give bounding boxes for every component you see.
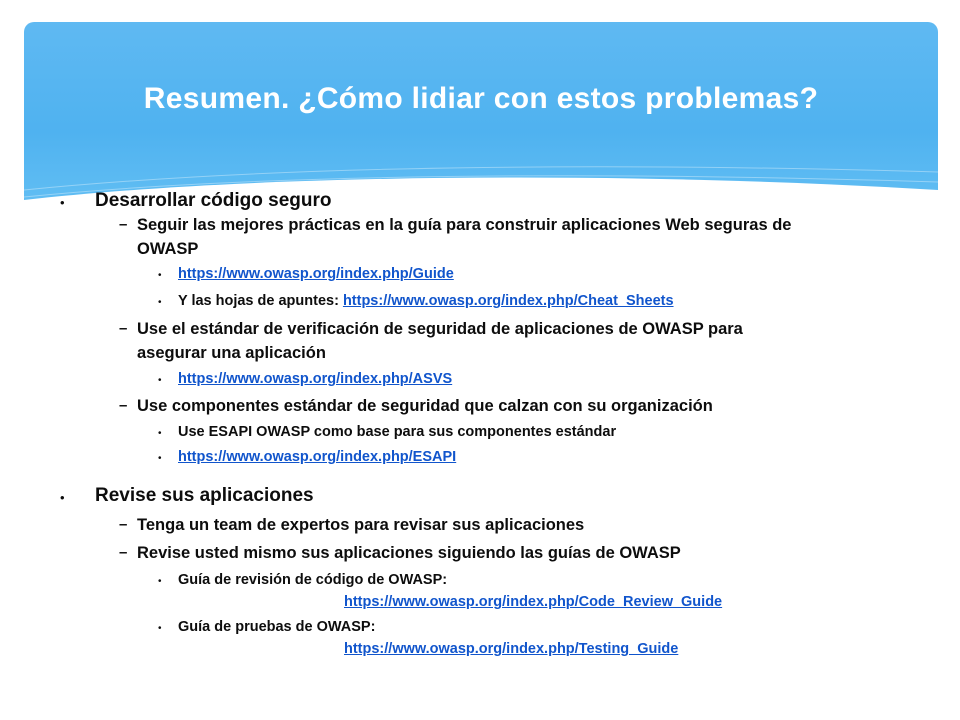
item-text: Seguir las mejores prácticas en la guía para construir aplicaciones Web seguras de [137,216,792,234]
dash-bullet: – [119,216,128,233]
sub-item-cheat-sheets [178,293,674,309]
dash-bullet: – [119,397,128,414]
section-heading-desarrollar: Desarrollar código seguro [95,190,332,211]
dash-bullet: – [119,320,128,337]
link-guide[interactable]: https://www.owasp.org/index.php/Guide [178,266,454,282]
bullet-dot: • [158,453,162,464]
bullet-dot: • [158,428,162,439]
sub-item-text: Use ESAPI OWASP como base para sus componentes estándar [178,424,617,440]
item-text: Use el estándar de verificación de seguridad de aplicaciones de OWASP para [137,320,743,338]
bullet-dot: • [60,195,65,210]
item-text: Use componentes estándar de seguridad que calzan con su organización [137,397,713,415]
bullet-dot: • [158,623,162,634]
link-code-review-guide[interactable]: https://www.owasp.org/index.php/Code_Review_Guide [344,594,723,610]
dash-bullet: – [119,544,128,561]
item-text-cont: asegurar una aplicación [137,344,326,362]
item-text: Tenga un team de expertos para revisar sus aplicaciones [137,516,585,534]
link-asvs[interactable]: https://www.owasp.org/index.php/ASVS [178,371,453,387]
dash-bullet: – [119,516,128,533]
bullet-dot: • [158,297,162,308]
bullet-dot: • [158,270,162,281]
item-text: Revise usted mismo sus aplicaciones siguiendo las guías de OWASP [137,544,681,562]
bullet-dot: • [158,576,162,587]
link-esapi[interactable]: https://www.owasp.org/index.php/ESAPI [178,449,457,465]
section-heading-revise: Revise sus aplicaciones [95,485,314,506]
bullet-dot: • [158,375,162,386]
slide-title: Resumen. ¿Cómo lidiar con estos problemas? [143,82,819,115]
link-cheat-sheets[interactable]: https://www.owasp.org/index.php/Cheat_Sheets [342,293,674,309]
sub-item-prefix: Y las hojas de apuntes: [178,293,343,309]
item-text-cont: OWASP [137,240,199,258]
bullet-dot: • [60,490,65,505]
sub-item-label: Guía de revisión de código de OWASP: [178,572,448,588]
sub-item-label: Guía de pruebas de OWASP: [178,619,376,635]
link-testing-guide[interactable]: https://www.owasp.org/index.php/Testing_Guide [344,641,679,657]
